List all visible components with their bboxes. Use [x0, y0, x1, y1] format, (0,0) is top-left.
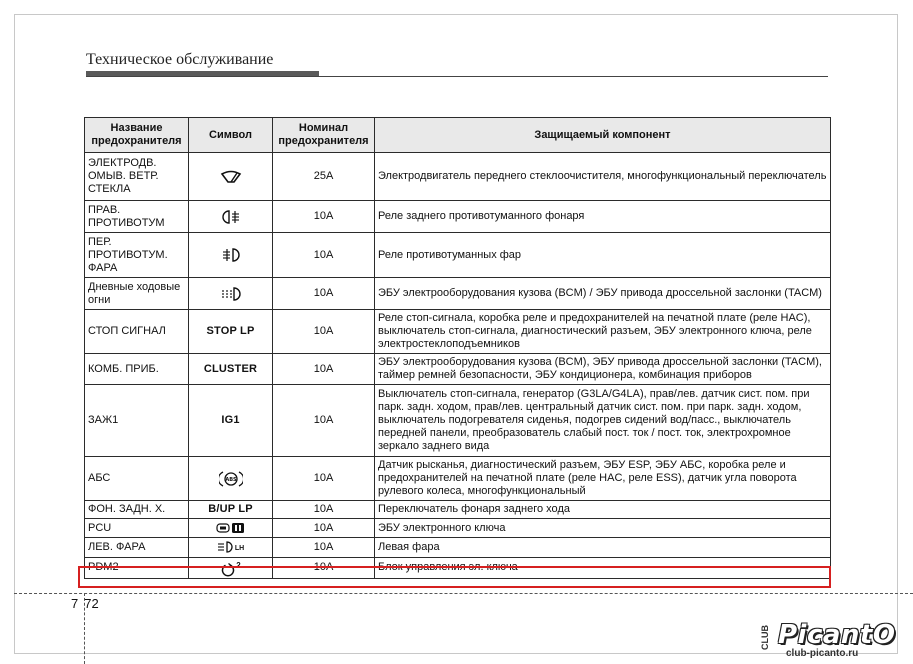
rear-fog-lamp-icon	[221, 210, 241, 224]
fuse-symbol	[189, 201, 273, 233]
fuse-rating: 10A	[273, 538, 375, 558]
col-header-component: Защищаемый компонент	[375, 118, 831, 153]
fuse-symbol	[189, 310, 273, 354]
fuse-rating: 10A	[273, 233, 375, 278]
left-headlamp-icon	[217, 541, 235, 553]
col-header-symbol: Символ	[189, 118, 273, 153]
fuse-component: Реле стоп-сигнала, коробка реле и предохранителей на печатной плате (реле HAC), выключатель стоп-сигнала, диагностический разъем, ЭБУ электронного ключа, реле электростеклоподъемников	[375, 310, 831, 354]
fuse-component: Выключатель стоп-сигнала, генератор (G3LA/G4LA), прав/лев. датчик сист. пом. при парк. задн. ходом, прав/лев. центральный датчик сист. пом. при парк. задн. ходом, выключатель подогревателя сиденья, подогрев сидений вод/пасс., выключатель передней панели, преобразователь слабый пост. ток / пост. ток, электрохромное зеркало заднего вида	[375, 385, 831, 457]
fuse-name: КОМБ. ПРИБ.	[85, 354, 189, 385]
svg-text:ABS: ABS	[224, 476, 237, 483]
watermark	[760, 622, 912, 662]
fuse-name: СТОП СИГНАЛ	[85, 310, 189, 354]
fuse-symbol-subscript: LH	[234, 544, 245, 552]
fuse-symbol	[189, 457, 273, 501]
fuse-name: ЭЛЕКТРОДВ. ОМЫВ. ВЕТР. СТЕКЛА	[85, 153, 189, 201]
fuse-rating: 10A	[273, 310, 375, 354]
fuse-rating: 25A	[273, 153, 375, 201]
fuse-symbol	[189, 153, 273, 201]
fuse-component: ЭБУ электрооборудования кузова (BCM) / ЭБУ привода дроссельной заслонки (TACM)	[375, 278, 831, 310]
fuse-symbol	[189, 385, 273, 457]
daytime-running-light-icon	[219, 287, 243, 301]
watermark-club: CLUB	[760, 625, 770, 650]
fuse-symbol-text: CLUSTER	[203, 362, 258, 375]
col-header-name: Название предохранителя	[85, 118, 189, 153]
fuse-symbol-text: IG1	[221, 414, 240, 426]
table-row	[85, 310, 831, 354]
fuse-name: PCU	[85, 519, 189, 538]
table-row	[85, 233, 831, 278]
fuse-symbol	[189, 233, 273, 278]
header-rule	[86, 76, 828, 77]
fuse-name: ЗАЖ1	[85, 385, 189, 457]
table-row	[85, 538, 831, 558]
highlight-box	[78, 566, 831, 588]
fuse-rating: 10A	[273, 457, 375, 501]
page-dashed-rule	[14, 593, 913, 594]
fuse-component: Реле заднего противотуманного фонаря	[375, 201, 831, 233]
fuse-rating: 10A	[273, 519, 375, 538]
fuse-rating: 10A	[273, 278, 375, 310]
fuse-name: ПРАВ. ПРОТИВОТУМ	[85, 201, 189, 233]
fuse-symbol	[189, 278, 273, 310]
fuse-symbol	[189, 538, 273, 558]
table-row	[85, 501, 831, 519]
fuse-symbol-text: STOP LP	[206, 325, 255, 337]
table-row	[85, 354, 831, 385]
abs-icon	[219, 470, 243, 488]
page-number	[71, 596, 99, 611]
fuse-name: Дневные ходовые огни	[85, 278, 189, 310]
fuse-name: PDM2	[85, 558, 189, 579]
table-row	[85, 201, 831, 233]
front-fog-lamp-icon	[221, 248, 241, 262]
fuse-symbol	[189, 354, 273, 385]
fuse-symbol	[189, 519, 273, 538]
fuse-name: ПЕР. ПРОТИВОТУМ. ФАРА	[85, 233, 189, 278]
page-header-title: Техническое обслуживание	[86, 51, 274, 68]
fuse-rating: 10A	[273, 501, 375, 519]
fuse-component: Реле противотуманных фар	[375, 233, 831, 278]
fuse-component: Датчик рысканья, диагностический разъем, ЭБУ ESP, ЭБУ АБС, коробка реле и предохранителей на печатной плате (реле HAC, реле ESS), датчик угла поворота рулевого колеса, многофункциональный	[375, 457, 831, 501]
fuse-component: Левая фара	[375, 538, 831, 558]
fuse-symbol-subscript: 2	[236, 561, 241, 570]
col-header-rating: Номинал предохранителя	[273, 118, 375, 153]
fuse-component: ЭБУ электрооборудования кузова (BCM), ЭБУ привода дроссельной заслонки (TACM), таймер ремней безопасности, ЭБУ кондиционера, комбинация приборов	[375, 354, 831, 385]
table-row	[85, 519, 831, 538]
fuse-rating: 10A	[273, 354, 375, 385]
watermark-site: club-picanto.ru	[786, 648, 859, 659]
fuse-table	[84, 117, 831, 579]
fuse-rating: 10A	[273, 558, 375, 579]
fuse-name: ФОН. ЗАДН. Х.	[85, 501, 189, 519]
fuse-name: АБС	[85, 457, 189, 501]
table-header-row	[85, 118, 831, 153]
fuse-name: ЛЕВ. ФАРА	[85, 538, 189, 558]
table-row	[85, 457, 831, 501]
fuse-symbol	[189, 501, 273, 519]
fuse-rating: 10A	[273, 385, 375, 457]
fuse-component: ЭБУ электронного ключа	[375, 519, 831, 538]
table-row	[85, 278, 831, 310]
table-row	[85, 153, 831, 201]
fuse-component: Блок управления эл. ключа	[375, 558, 831, 579]
fuse-component: Переключатель фонаря заднего хода	[375, 501, 831, 519]
fuse-rating: 10A	[273, 201, 375, 233]
pcu-icon	[216, 522, 246, 534]
page-number-value: 72	[84, 596, 99, 611]
watermark-brand: PicantO	[778, 620, 896, 650]
page-section-number: 7	[71, 596, 79, 611]
fuse-component: Электродвигатель переднего стеклоочистителя, многофункциональный переключатель	[375, 153, 831, 201]
wiper-icon	[220, 170, 242, 184]
fuse-symbol-text: B/UP LP	[208, 503, 253, 515]
table-row	[85, 385, 831, 457]
